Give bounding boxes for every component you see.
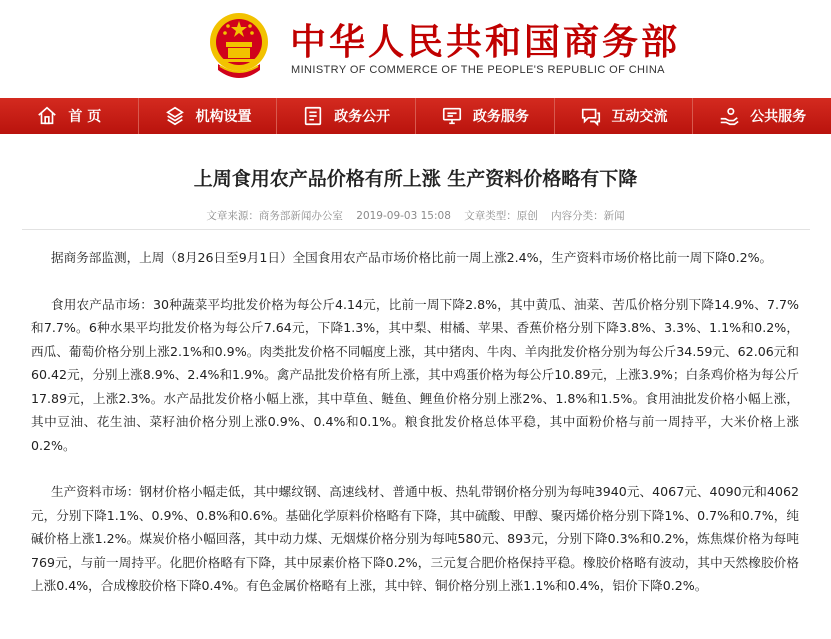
nav-item-public-services[interactable] xyxy=(693,98,831,134)
site-subtitle: MINISTRY OF COMMERCE OF THE PEOPLE'S REPUBLIC OF CHINA xyxy=(291,64,665,76)
nav-item-home[interactable] xyxy=(0,98,139,134)
monitor-icon xyxy=(441,105,463,127)
meta-category: 内容分类：新闻 xyxy=(551,210,625,222)
meta-date: 2019-09-03 15:08 xyxy=(356,210,451,222)
site-title: 中华人民共和国商务部 xyxy=(290,21,681,63)
site-header xyxy=(0,0,831,98)
nav-label: 政务公开 xyxy=(334,109,391,125)
nav-label: 互动交流 xyxy=(611,109,668,125)
divider xyxy=(22,229,810,230)
nav-label: 政务服务 xyxy=(472,109,529,125)
national-emblem-icon[interactable] xyxy=(208,6,270,86)
nav-label: 公共服务 xyxy=(750,109,807,125)
meta-source: 文章来源：商务部新闻办公室 xyxy=(206,210,343,222)
article-title: 上周食用农产品价格有所上涨 生产资料价格略有下降 xyxy=(193,168,638,190)
article-body xyxy=(31,246,799,621)
paragraph-production-materials: 生产资料市场：钢材价格小幅走低，其中螺纹钢、高速线材、普通中板、热轧带钢价格分别为每吨3940元、4067元、4090元和4062元，分别下降1.1%、0.9%、0.8%和0.6%。基础化学原料价格略有下降，其中硫酸、甲醇、聚丙烯价格分别下降1%、0.7%和0.7%，纯碱价格上涨1.2%。煤炭价格小幅回落，其中动力煤、无烟煤价格分别为每吨580元、893元，分别下降0.3%和0.2%，炼焦煤价格为每吨769元，与前一周持平。化肥价格略有下降，其中尿素价格下降0.2%，三元复合肥价格保持平稳。橡胶价格略有波动，其中天然橡胶价格上涨0.4%，合成橡胶价格下降0.4%。有色金属价格略有上涨，其中锌、铜价格分别上涨1.1%和0.4%，铝价下降0.2%。 xyxy=(31,484,799,593)
paragraph-summary: 据商务部监测，上周（8月26日至9月1日）全国食用农产品市场价格比前一周上涨2.4%，生产资料市场价格比前一周下降0.2%。 xyxy=(51,250,773,265)
nav-item-government-affairs[interactable] xyxy=(277,98,416,134)
paragraph-agricultural-products: 食用农产品市场：30种蔬菜平均批发价格为每公斤4.14元，比前一周下降2.8%，其中黄瓜、油菜、苦瓜价格分别下降14.9%、7.7%和7.7%。6种水果平均批发价格为每公斤7.64元，下降1.3%，其中梨、柑橘、苹果、香蕉价格分别下降3.8%、3.3%、1.1%和0.2%，西瓜、葡萄价格分别上涨2.1%和0.9%。肉类批发价格不同幅度上涨，其中猪肉、牛肉、羊肉批发价格分别为每公斤34.59元、62.06元和60.42元，分别上涨8.9%、2.4%和1.9%。禽产品批发价格有所上涨，其中鸡蛋价格为每公斤10.89元，上涨3.9%；白条鸡价格为每公斤17.89元，上涨2.3%。水产品批发价格小幅上涨，其中草鱼、鲢鱼、鲤鱼价格分别上涨2%、1.8%和1.5%。食用油批发价格小幅上涨，其中豆油、花生油、菜籽油价格分别上涨0.9%、0.4%和0.1%。粮食批发价格总体平稳，其中面粉价格与前一周持平，大米价格上涨0.2%。 xyxy=(31,296,799,453)
nav-label: 机构设置 xyxy=(195,109,252,125)
document-icon xyxy=(302,105,324,127)
article-meta xyxy=(0,208,831,223)
meta-type: 文章类型：原创 xyxy=(464,210,538,222)
main-nav xyxy=(0,98,831,134)
nav-item-organization[interactable] xyxy=(139,98,278,134)
chat-icon xyxy=(580,105,602,127)
nav-item-interaction[interactable] xyxy=(555,98,694,134)
service-hand-icon xyxy=(718,105,740,127)
organization-icon xyxy=(164,105,186,127)
nav-item-government-services[interactable] xyxy=(416,98,555,134)
nav-label: 首 页 xyxy=(68,109,102,125)
home-icon xyxy=(36,105,58,127)
